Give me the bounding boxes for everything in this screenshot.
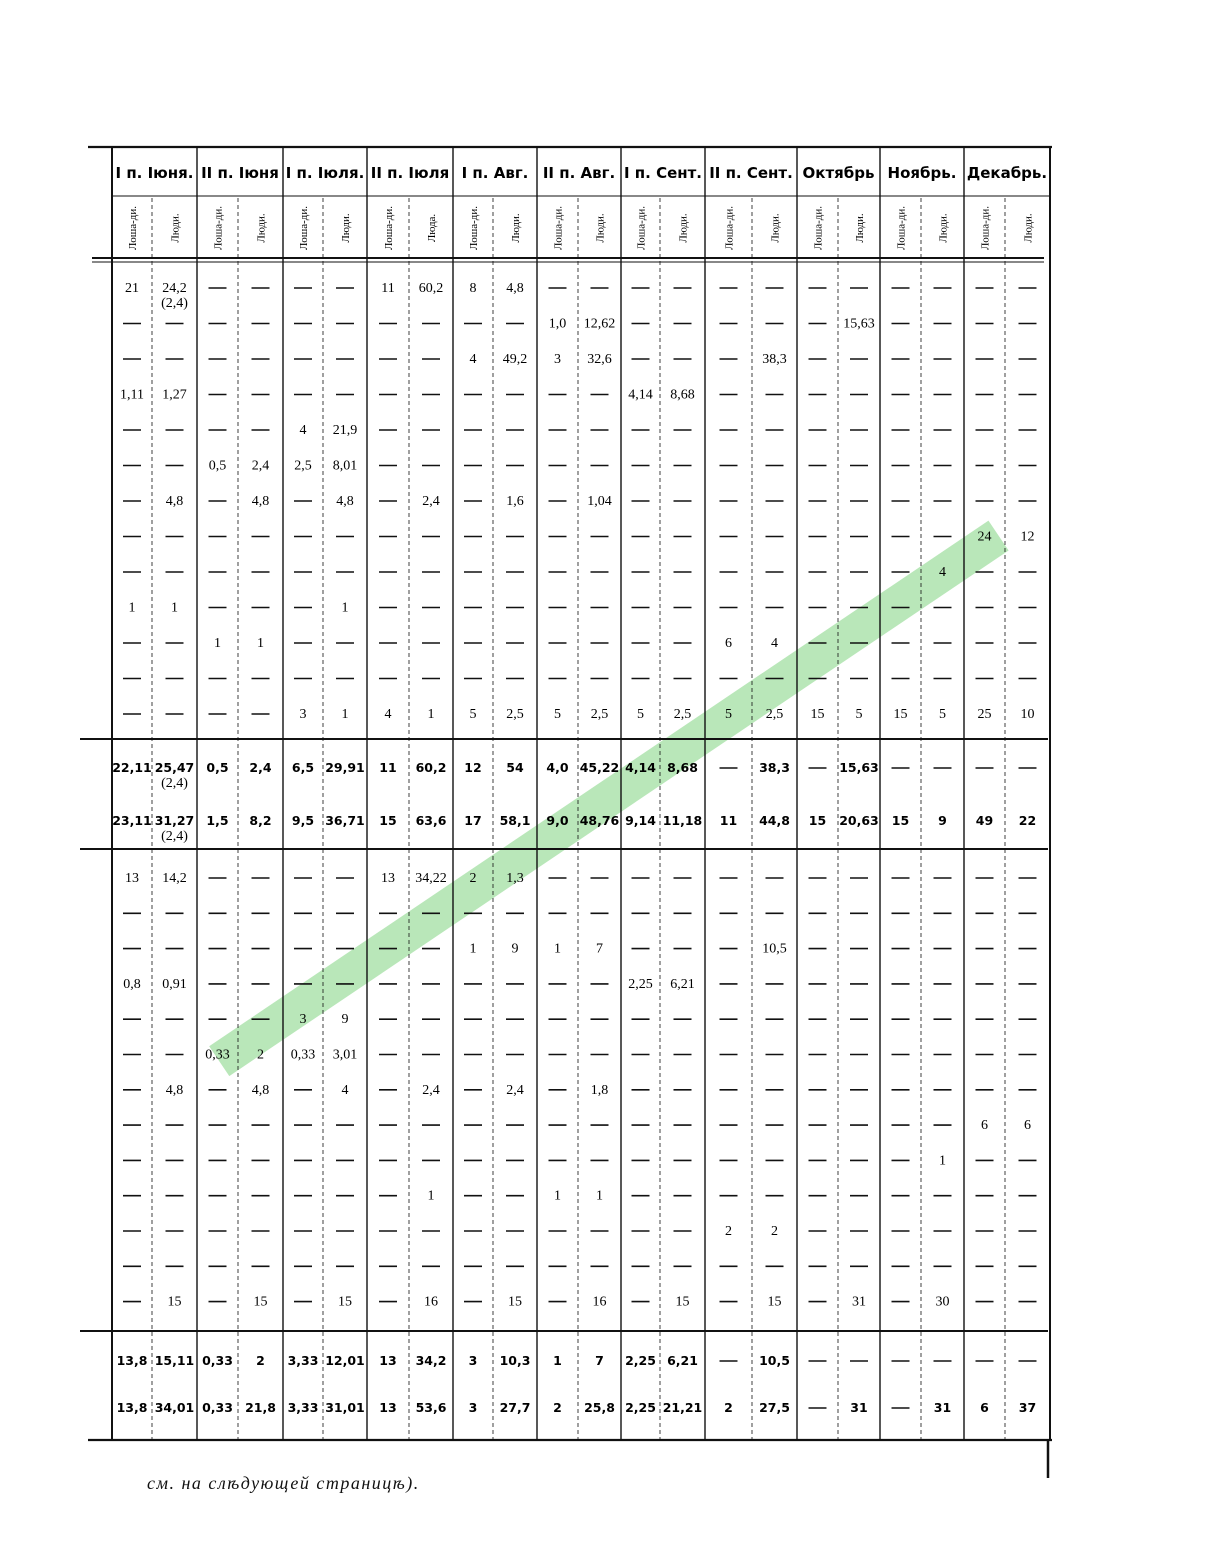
data-cell: 4 <box>771 636 778 651</box>
data-cell-note: (2,4) <box>161 776 188 791</box>
data-cell: 3 <box>468 1353 478 1368</box>
data-cell: 15 <box>808 813 827 828</box>
month-header: Ноябрь. <box>887 164 957 182</box>
data-cell: 44,8 <box>759 813 790 828</box>
data-cell: 5 <box>637 707 644 722</box>
stamp-band <box>209 521 1008 1076</box>
data-cell: 24 <box>977 529 992 545</box>
data-cell: 4 <box>384 707 392 722</box>
data-cell: 21,21 <box>662 1400 703 1415</box>
data-cell: 2,5 <box>765 707 784 722</box>
data-cell: 8,68 <box>670 387 695 403</box>
data-cell: 8,2 <box>249 813 272 828</box>
subheader-label: Люди. <box>677 213 690 243</box>
data-cell: 11 <box>381 281 395 296</box>
data-cell: 58,1 <box>499 813 531 828</box>
data-cell: 2,4 <box>506 1082 524 1098</box>
data-cell: 2 <box>553 1400 562 1415</box>
data-cell: 25,47 <box>154 760 195 775</box>
data-cell: 38,3 <box>759 760 790 775</box>
data-cell: 13,8 <box>116 1353 148 1368</box>
data-cell: 32,6 <box>587 352 612 367</box>
subheader-label: Лоша-ди. <box>468 206 480 250</box>
subheader-label: Лоша-ди. <box>895 206 908 250</box>
data-cell: 5 <box>725 707 732 722</box>
data-cell: 8,01 <box>332 458 358 474</box>
data-cell: 2,4 <box>249 760 272 775</box>
data-cell: 13 <box>379 1353 397 1368</box>
data-cell: 63,6 <box>415 813 447 828</box>
data-cell: 15 <box>767 1294 782 1310</box>
subheader-label: Лоша-ди. <box>383 206 395 250</box>
data-cell: 27,7 <box>499 1400 531 1415</box>
data-cell: 0,5 <box>208 458 227 474</box>
data-cell: 6 <box>980 1400 989 1415</box>
data-cell: 22,11 <box>112 760 152 775</box>
data-cell: 1 <box>427 1188 435 1204</box>
data-cell: 13,8 <box>116 1400 148 1415</box>
month-header: I п. Авг. <box>461 164 529 182</box>
data-cell: 15,63 <box>843 316 875 332</box>
data-cell: 17 <box>464 813 482 828</box>
data-cell: 31 <box>933 1400 952 1415</box>
data-cell: 3 <box>468 1400 478 1415</box>
data-cell: 15 <box>253 1294 268 1310</box>
data-cell: 1,5 <box>206 813 229 828</box>
subheader-label: Люда. <box>426 213 438 243</box>
data-cell: 7 <box>595 1353 604 1368</box>
data-cell: 13 <box>125 871 139 886</box>
data-cell: 23,11 <box>112 813 152 828</box>
data-cell: 31,27 <box>154 813 195 828</box>
data-cell: 2,4 <box>422 494 440 509</box>
library-stamp <box>209 521 1008 1076</box>
data-cell: 11 <box>719 813 738 828</box>
data-cell: 1,27 <box>162 387 187 403</box>
data-cell: 38,3 <box>762 352 787 367</box>
data-cell: 5 <box>469 707 477 722</box>
data-cell: 2 <box>771 1224 778 1239</box>
month-header: I п. Іюня. <box>115 164 194 182</box>
subheader-label: Лоша-ди. <box>552 206 565 250</box>
data-cell: 15 <box>675 1294 690 1310</box>
data-cell: 0,33 <box>290 1047 316 1063</box>
data-cell: 60,2 <box>418 281 444 296</box>
data-cell-note: (2,4) <box>161 829 188 844</box>
data-cell: 4,14 <box>625 760 656 775</box>
data-cell: 15 <box>508 1294 522 1310</box>
data-cell: 6,5 <box>291 760 315 775</box>
subheader-label: Лоша-ди. <box>723 206 736 250</box>
data-cell: 13 <box>379 1400 397 1415</box>
data-cell: 29,91 <box>325 760 365 775</box>
data-cell: 2,25 <box>628 976 653 992</box>
data-cell: 1 <box>214 636 221 651</box>
month-header: II п. Іюля <box>370 164 450 182</box>
data-cell: 37 <box>1018 1400 1037 1415</box>
data-cell: 6 <box>1024 1118 1031 1134</box>
data-cell: 0,33 <box>202 1400 233 1415</box>
data-cell: 10,5 <box>759 1353 790 1368</box>
data-cell: 2,25 <box>625 1353 656 1368</box>
data-cell: 11 <box>379 760 397 775</box>
data-cell: 1,6 <box>506 494 524 509</box>
data-cell: 1 <box>553 1353 562 1368</box>
data-cell: 3,33 <box>287 1400 319 1415</box>
data-cell: 48,76 <box>579 813 620 828</box>
data-cell: 1,3 <box>506 871 524 886</box>
data-cell: 4,8 <box>251 1082 270 1098</box>
data-cell: 15 <box>810 707 825 722</box>
data-cell: 9 <box>938 813 947 828</box>
data-cell: 0,33 <box>205 1047 230 1063</box>
data-cell: 2,5 <box>673 707 692 722</box>
data-cell: 15 <box>379 813 397 828</box>
data-cell: 4,8 <box>165 1082 184 1098</box>
data-cell: 4,0 <box>546 760 569 775</box>
subheader-label: Люди. <box>169 213 182 243</box>
data-cell: 2,4 <box>251 458 270 474</box>
data-cell: 9 <box>341 1012 349 1028</box>
data-cell: 4,8 <box>336 494 354 509</box>
subheader-label: Люди. <box>769 213 782 243</box>
data-cell: 22 <box>1018 813 1037 828</box>
data-cell: 1 <box>257 636 264 651</box>
data-cell: 15 <box>338 1294 352 1310</box>
data-cell: 2,5 <box>590 707 609 722</box>
subheader-label: Люди. <box>340 213 352 243</box>
data-cell: 3,01 <box>332 1047 358 1063</box>
data-cell: 1 <box>171 600 178 616</box>
data-cell: 11,18 <box>662 813 703 828</box>
data-cell: 12 <box>464 760 482 775</box>
data-cell: 10,3 <box>499 1353 531 1368</box>
month-header: I п. Сент. <box>623 164 703 182</box>
data-cell: 4,14 <box>628 387 653 403</box>
data-cell: 7 <box>596 941 603 957</box>
data-cell: 31 <box>850 1400 868 1415</box>
data-cell: 14,2 <box>162 871 187 886</box>
data-cell: 9,5 <box>291 813 315 828</box>
data-cell: 0,8 <box>123 976 141 992</box>
data-cell: 21,8 <box>245 1400 276 1415</box>
data-cell: 3 <box>299 1012 307 1028</box>
data-cell: 4,8 <box>251 494 270 509</box>
subheader-label: Лоша-ди. <box>127 206 139 250</box>
data-cell: 12,01 <box>325 1353 365 1368</box>
data-cell: 15 <box>891 813 910 828</box>
data-cell: 34,2 <box>415 1353 447 1368</box>
data-cell: 36,71 <box>325 813 365 828</box>
data-cell: 2,5 <box>506 707 524 722</box>
data-cell: 25 <box>977 707 992 722</box>
month-header: II п. Сент. <box>709 164 793 182</box>
data-cell: 49,2 <box>502 352 528 367</box>
data-cell: 6 <box>725 636 732 651</box>
data-cell: 34,22 <box>415 871 447 886</box>
data-cell: 10 <box>1020 707 1035 722</box>
data-cell: 20,63 <box>839 813 879 828</box>
month-header: II п. Авг. <box>542 164 616 182</box>
data-cell: 25,8 <box>584 1400 615 1415</box>
data-cell: 1,11 <box>120 387 144 403</box>
data-cell: 27,5 <box>759 1400 790 1415</box>
data-cell: 1 <box>939 1153 946 1169</box>
data-cell: 1,8 <box>590 1082 609 1098</box>
subheader-label: Люди. <box>1022 213 1035 243</box>
data-cell: 1 <box>341 707 349 722</box>
data-cell: 1 <box>554 941 561 957</box>
data-cell: 21 <box>125 281 139 296</box>
data-cell: 0,5 <box>206 760 229 775</box>
subheader-label: Люди. <box>594 213 607 243</box>
data-cell: 9,0 <box>546 813 569 828</box>
data-cell: 4 <box>299 423 307 438</box>
subheader-label: Лоша-ди. <box>812 206 825 250</box>
data-cell: 49 <box>975 813 994 828</box>
data-cell: 13 <box>381 871 395 886</box>
data-cell: 16 <box>424 1294 438 1310</box>
data-cell: 1 <box>341 600 349 616</box>
data-cell: 4,8 <box>165 494 184 509</box>
data-cell: 34,01 <box>154 1400 195 1415</box>
data-cell: 5 <box>855 707 863 722</box>
data-cell: 2 <box>256 1353 265 1368</box>
data-cell: 5 <box>554 707 561 722</box>
data-cell: 1,0 <box>548 316 567 332</box>
data-cell: 0,91 <box>162 976 187 992</box>
data-cell: 3,33 <box>287 1353 319 1368</box>
data-cell: 2 <box>724 1400 733 1415</box>
data-cell: 0,33 <box>202 1353 233 1368</box>
data-cell: 16 <box>592 1294 607 1310</box>
subheader-label: Люди. <box>255 213 268 243</box>
data-cell: 6,21 <box>667 1353 698 1368</box>
data-cell: 2 <box>725 1224 732 1239</box>
data-cell: 12 <box>1020 529 1035 545</box>
data-cell: 9 <box>511 941 519 957</box>
data-cell: 2 <box>257 1047 264 1063</box>
data-cell: 8 <box>469 281 477 296</box>
data-cell: 5 <box>939 707 946 722</box>
footnote: см. на слѣдующей страницѣ). <box>147 1473 420 1493</box>
data-cell: 3 <box>554 352 561 367</box>
subheader-label: Лоша-ди. <box>979 206 992 250</box>
data-cell: 9,14 <box>625 813 656 828</box>
data-cell: 2,5 <box>294 458 312 474</box>
subheader-label: Люди. <box>854 213 866 243</box>
subheader-label: Лоша-ди. <box>212 206 225 250</box>
data-cell: 4 <box>469 352 477 367</box>
data-cell: 54 <box>506 760 524 775</box>
data-cell-note: (2,4) <box>161 296 188 311</box>
month-header: I п. Іюля. <box>285 164 365 182</box>
data-cell: 30 <box>935 1294 950 1310</box>
data-cell: 2,25 <box>625 1400 656 1415</box>
data-cell: 31,01 <box>325 1400 365 1415</box>
month-header: II п. Іюня <box>201 164 279 182</box>
data-cell: 1 <box>427 707 435 722</box>
subheader-label: Лоша-ди. <box>298 206 310 250</box>
subheader-label: Лоша-ди. <box>635 206 648 250</box>
data-cell: 4 <box>341 1082 349 1098</box>
data-cell: 53,6 <box>415 1400 447 1415</box>
data-cell: 2 <box>469 871 477 886</box>
data-cell: 60,2 <box>415 760 447 775</box>
data-cell: 15,11 <box>154 1353 195 1368</box>
data-cell: 21,9 <box>332 423 358 438</box>
data-cell: 6,21 <box>670 976 695 992</box>
data-cell: 8,68 <box>667 760 698 775</box>
data-cell: 1 <box>469 941 477 957</box>
data-cell: 10,5 <box>762 941 787 957</box>
data-cell: 6 <box>981 1118 988 1134</box>
data-cell: 1 <box>128 600 136 616</box>
month-header: Декабрь. <box>966 164 1048 182</box>
data-cell: 4,8 <box>506 281 524 296</box>
data-cell: 15 <box>167 1294 182 1310</box>
data-cell: 1 <box>596 1188 603 1204</box>
data-cell: 1 <box>554 1188 561 1204</box>
data-cell: 3 <box>299 707 307 722</box>
data-cell: 15,63 <box>839 760 879 775</box>
month-header: Октябрь <box>802 164 875 182</box>
data-cell: 4 <box>939 565 946 580</box>
data-cell: 2,4 <box>422 1082 440 1098</box>
data-cell: 24,2 <box>162 281 187 296</box>
data-cell: 31 <box>852 1294 866 1310</box>
data-cell: 45,22 <box>579 760 620 775</box>
data-cell: 12,62 <box>583 316 616 332</box>
subheader-label: Люди. <box>937 213 950 243</box>
data-cell: 1,04 <box>587 494 612 509</box>
subheader-label: Люди. <box>510 213 522 243</box>
data-cell: 15 <box>893 707 908 722</box>
